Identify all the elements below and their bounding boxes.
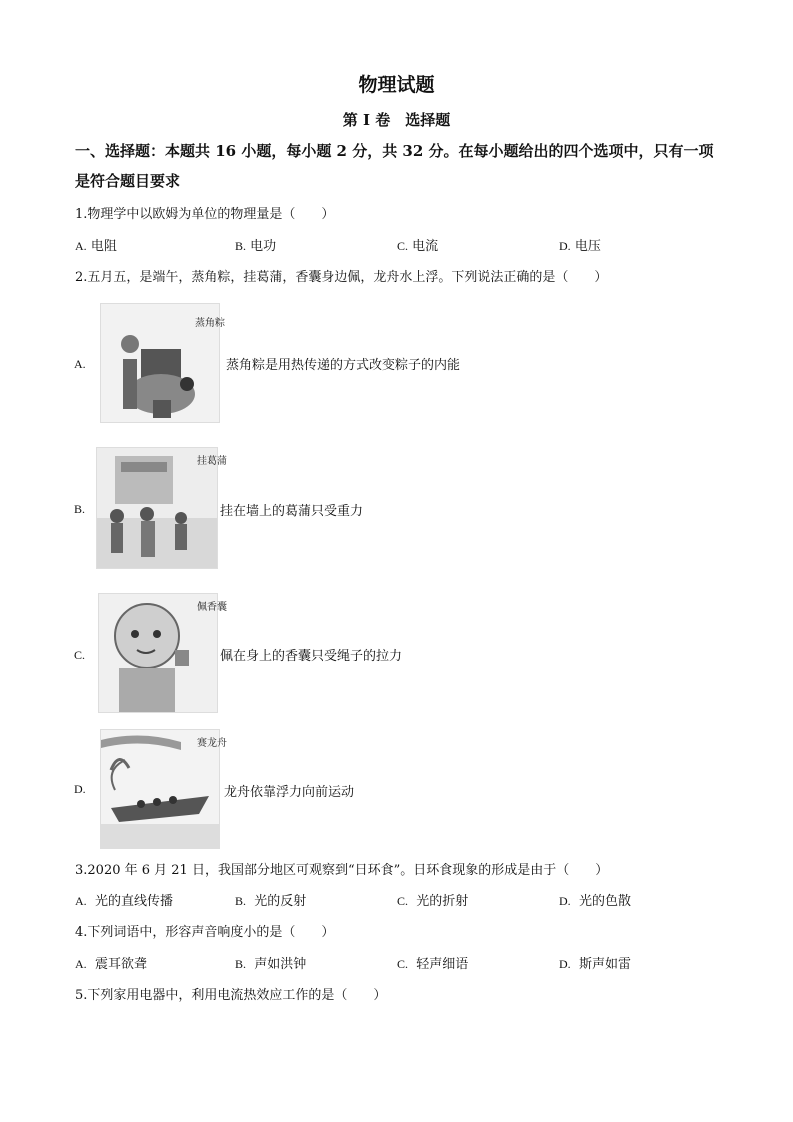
option-letter: A. — [75, 239, 87, 253]
caption-text: 佩香囊 — [197, 602, 227, 613]
section-heading: 一、选择题：本题共 16 小题，每小题 2 分，共 32 分。在每小题给出的四个选项中，只有一项是符合题目要求 — [75, 142, 714, 190]
option-text: 斯声如雷 — [578, 957, 631, 972]
option-text: 光的直线传播 — [94, 894, 173, 909]
caption-text: 挂葛蒲 — [197, 456, 227, 467]
image-option-b-letter: B. — [74, 502, 86, 516]
image-option-c-letter: C. — [74, 648, 86, 662]
option-letter: D. — [559, 239, 571, 253]
option-d[interactable] — [559, 890, 631, 909]
image-option-d-letter: D. — [74, 782, 86, 796]
option-a[interactable] — [75, 953, 147, 972]
caption-text: 赛龙舟 — [197, 738, 227, 749]
option-text: 电功 — [250, 239, 277, 254]
question-3-stem: 3.2020 年 6 月 21 日，我国部分地区可观察到“日环食”。日环食现象的形成是由于（ ） — [75, 863, 609, 878]
option-letter: C. — [397, 239, 409, 253]
option-b[interactable] — [235, 953, 306, 972]
option-text: 电压 — [574, 239, 601, 254]
question-2-stem: 2.五月五，是端午，蒸角粽，挂葛蒲，香囊身边佩，龙舟水上浮。下列说法正确的是（ ） — [75, 270, 608, 285]
page-title: 物理试题 — [358, 74, 435, 96]
option-text: 电流 — [412, 239, 439, 254]
option-letter: B. — [235, 894, 247, 908]
image-option-b-text[interactable]: 挂在墙上的葛蒲只受重力 — [220, 504, 364, 519]
option-text: 声如洪钟 — [254, 957, 307, 972]
option-b[interactable] — [235, 890, 306, 909]
option-text: 电阻 — [90, 239, 117, 254]
option-letter: B. — [235, 239, 247, 253]
option-letter: A. — [75, 894, 87, 908]
caption-text: 蒸角粽 — [195, 318, 225, 329]
sachet-child-illustration — [98, 593, 227, 713]
option-a[interactable] — [75, 890, 173, 909]
image-option-a-text[interactable]: 蒸角粽是用热传递的方式改变粽子的内能 — [226, 358, 461, 373]
option-letter: D. — [559, 894, 571, 908]
section-subtitle: 第 I 卷 选择题 — [342, 111, 451, 129]
option-letter: B. — [235, 957, 247, 971]
option-letter: D. — [559, 957, 571, 971]
option-text: 光的反射 — [254, 894, 307, 909]
option-c[interactable] — [397, 235, 438, 254]
question-1-stem: 1.物理学中以欧姆为单位的物理量是（ ） — [75, 207, 335, 222]
option-text: 光的色散 — [578, 894, 631, 909]
question-4-stem: 4.下列词语中，形容声音响度小的是（ ） — [75, 925, 335, 940]
option-b[interactable] — [235, 235, 276, 254]
dragon-boat-illustration — [100, 729, 227, 849]
image-option-d-text[interactable]: 龙舟依靠浮力向前运动 — [224, 785, 355, 800]
hanging-calamus-illustration — [96, 447, 227, 569]
question-5-stem: 5.下列家用电器中，利用电流热效应工作的是（ ） — [75, 988, 387, 1003]
option-c[interactable] — [397, 953, 468, 972]
option-text: 光的折射 — [416, 894, 469, 909]
option-c[interactable] — [397, 890, 468, 909]
option-text: 轻声细语 — [416, 957, 469, 972]
option-d[interactable] — [559, 235, 601, 254]
option-a[interactable] — [75, 235, 117, 254]
image-option-c-text[interactable]: 佩在身上的香囊只受绳子的拉力 — [220, 649, 403, 664]
steaming-zongzi-illustration — [100, 303, 225, 423]
image-option-a-letter: A. — [74, 357, 86, 371]
option-letter: A. — [75, 957, 87, 971]
option-letter: C. — [397, 894, 409, 908]
option-text: 震耳欲聋 — [94, 957, 147, 972]
option-d[interactable] — [559, 953, 631, 972]
option-letter: C. — [397, 957, 409, 971]
